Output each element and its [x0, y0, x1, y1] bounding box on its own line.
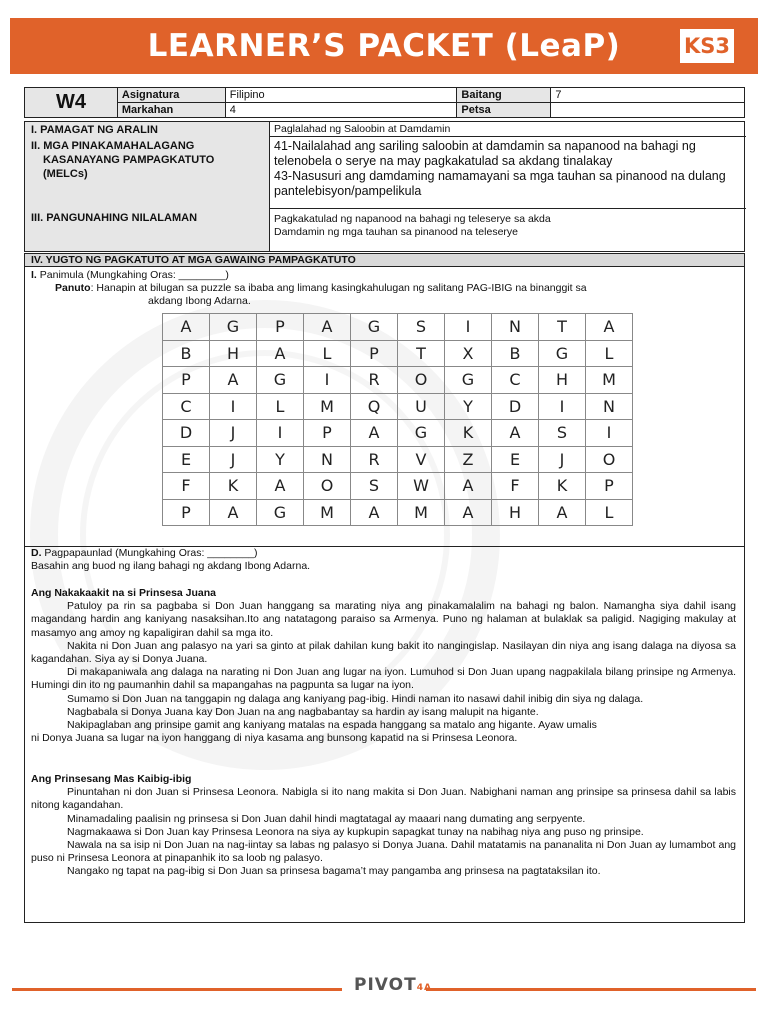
- puzzle-cell[interactable]: K: [445, 420, 492, 447]
- puzzle-cell[interactable]: F: [492, 473, 539, 500]
- nilalaman-label: III. PANGUNAHING NILALAMAN: [31, 212, 198, 224]
- paunlad-number: D.: [31, 547, 42, 559]
- melcs-values: [270, 137, 746, 209]
- puzzle-cell[interactable]: V: [398, 446, 445, 473]
- puzzle-cell[interactable]: D: [163, 420, 210, 447]
- story-paragraph: Nawala na sa isip ni Don Juan na nag-iintay sa labas ng palasyo si Donya Juana. Dahil matatamis na pananalita ni Don Juan ay lumambot ang puso ni Prinsesa Leonora at pinapanhik ito sa loob ng palasyo.: [31, 839, 736, 865]
- puzzle-cell[interactable]: S: [398, 314, 445, 341]
- puzzle-cell[interactable]: N: [586, 393, 633, 420]
- puzzle-cell[interactable]: I: [257, 420, 304, 447]
- puzzle-cell[interactable]: G: [539, 340, 586, 367]
- puzzle-cell[interactable]: F: [163, 473, 210, 500]
- puzzle-cell[interactable]: Y: [445, 393, 492, 420]
- puzzle-cell[interactable]: O: [586, 446, 633, 473]
- puzzle-cell[interactable]: H: [539, 367, 586, 394]
- puzzle-cell[interactable]: A: [586, 314, 633, 341]
- puzzle-cell[interactable]: P: [163, 499, 210, 526]
- footer-rule-left: [12, 988, 342, 991]
- story-paragraph: Patuloy pa rin sa pagbaba si Don Juan hanggang sa marating niya ang pinakamalalim na bahagi ng balon. Namangha siya dahil isang magandang hardin ang kaniyang nasaksihan.Ito ang natatagong paraiso sa Armenya. Puno ng halaman at bulaklak sa paligid. Nagiging makulay at masamyo ang amoy ng kapaligiran dahil sa mga ito.: [31, 600, 736, 639]
- melc-41: 41-Nailalahad ang sariling saloobin at damdamin sa napanood na bahagi ng telenobela o serye na may pagkakatulad sa akdang tinalakay: [274, 139, 696, 168]
- puzzle-row: [163, 473, 633, 500]
- story-paragraph: Pinuntahan ni don Juan si Prinsesa Leonora. Nabigla si ito nang makita si Don Juan. Nabighani naman ang prinsipe sa prinsesa dahil sa labis nitong kagandahan.: [31, 786, 736, 812]
- puzzle-cell[interactable]: J: [210, 446, 257, 473]
- puzzle-cell[interactable]: L: [304, 340, 351, 367]
- footer-rule-right: [426, 988, 756, 991]
- puzzle-cell[interactable]: A: [257, 473, 304, 500]
- story-leonora: [31, 773, 736, 879]
- puzzle-cell[interactable]: P: [351, 340, 398, 367]
- puzzle-cell[interactable]: W: [398, 473, 445, 500]
- puzzle-row: [163, 420, 633, 447]
- markahan-label: Markahan: [117, 103, 225, 118]
- panimula-text: Panimula (Mungkahing Oras: ________): [39, 269, 229, 281]
- story-paragraph: Di makapaniwala ang dalaga na narating ni Don Juan ang lugar na iyon. Lumuhod si Don Juan upang nagpakilala bilang prinsipe ng Armenya. Humingi din ito ng paumanhin dahil sa mapangahas na pagpunta sa lugar na iyon.: [31, 666, 736, 692]
- puzzle-cell[interactable]: A: [257, 340, 304, 367]
- story-paragraph: Nagmakaawa si Don Juan kay Prinsesa Leonora na siya ay kupkupin sapagkat tunay na nabihag niya ang puso ng prinsipe.: [67, 825, 644, 838]
- puzzle-cell[interactable]: P: [163, 367, 210, 394]
- story-paragraph: Sumamo si Don Juan na tanggapin ng dalaga ang kaniyang pag-ibig. Hindi naman ito nasawi dahil inibig din siya ng dalaga.: [67, 692, 644, 705]
- melcs-label-line1: II. MGA PINAKAMAHALAGANG: [31, 140, 195, 152]
- puzzle-cell[interactable]: J: [210, 420, 257, 447]
- puzzle-cell[interactable]: S: [539, 420, 586, 447]
- puzzle-cell[interactable]: G: [398, 420, 445, 447]
- puzzle-cell[interactable]: G: [210, 314, 257, 341]
- puzzle-cell[interactable]: K: [539, 473, 586, 500]
- overview-labels: [25, 122, 270, 251]
- puzzle-cell[interactable]: S: [351, 473, 398, 500]
- puzzle-cell[interactable]: A: [210, 499, 257, 526]
- story-paragraph: Nangako ng tapat na pag-ibig si Don Juan sa prinsesa bagama’t may pangamba ang prinsesa na pagtataksilan ito.: [67, 865, 601, 878]
- puzzle-cell[interactable]: A: [163, 314, 210, 341]
- puzzle-cell[interactable]: B: [492, 340, 539, 367]
- puzzle-cell[interactable]: R: [351, 367, 398, 394]
- puzzle-cell[interactable]: I: [304, 367, 351, 394]
- melcs-label-line2: KASANAYANG PAMPAGKATUTO: [43, 154, 215, 166]
- baitang-label: Baitang: [457, 88, 551, 103]
- puzzle-cell[interactable]: L: [586, 499, 633, 526]
- puzzle-cell[interactable]: G: [351, 314, 398, 341]
- nilalaman-item-2: Damdamin ng mga tauhan sa pinanood na teleserye: [274, 226, 518, 238]
- learning-activities: [24, 253, 745, 923]
- puzzle-cell[interactable]: H: [492, 499, 539, 526]
- puzzle-cell[interactable]: R: [351, 446, 398, 473]
- story-paragraph: Nagbabala si Donya Juana kay Don Juan na ang nagbabantay sa hardin ay isang malupit na higante.: [67, 705, 539, 718]
- panuto-label: Panuto: [55, 282, 91, 294]
- key-stage-badge: KS3: [680, 29, 734, 63]
- puzzle-cell[interactable]: A: [351, 420, 398, 447]
- story-paragraph: ni Donya Juana sa lugar na iyon hanggang di niya kasama ang bunsong kapatid na si Prinsesa Leonora.: [31, 732, 518, 745]
- header-banner: [10, 18, 758, 74]
- asignatura-value: Filipino: [225, 88, 457, 103]
- puzzle-cell[interactable]: A: [351, 499, 398, 526]
- puzzle-cell[interactable]: J: [539, 446, 586, 473]
- puzzle-cell[interactable]: G: [257, 499, 304, 526]
- week-label: W4: [25, 88, 118, 118]
- puzzle-cell[interactable]: P: [304, 420, 351, 447]
- puzzle-cell[interactable]: Y: [257, 446, 304, 473]
- puzzle-cell[interactable]: M: [304, 499, 351, 526]
- baitang-value: 7: [551, 88, 745, 103]
- panuto-text: : Hanapin at bilugan sa puzzle sa ibaba ang limang kasingkahulugan ng salitang PAG-IBIG na binanggit sa: [90, 282, 587, 294]
- basahin-instruction: Basahin ang buod ng ilang bahagi ng akdang Ibong Adarna.: [31, 560, 311, 572]
- puzzle-cell[interactable]: P: [586, 473, 633, 500]
- pivot-logo-tail: 4A: [416, 983, 432, 993]
- melc-43: 43-Nasusuri ang damdaming namamayani sa mga tauhan sa pinanood na dulang pantelebisyon/pampelikula: [274, 169, 726, 198]
- panuto: [55, 282, 715, 308]
- puzzle-cell[interactable]: D: [492, 393, 539, 420]
- puzzle-cell[interactable]: A: [445, 473, 492, 500]
- puzzle-row: [163, 499, 633, 526]
- pivot-logo-main: PIVOT: [354, 975, 417, 995]
- pivot-logo: [354, 975, 432, 995]
- pamagat-value: Paglalahad ng Saloobin at Damdamin: [270, 122, 746, 137]
- panuto-line2: akdang Ibong Adarna.: [148, 295, 251, 307]
- puzzle-cell[interactable]: E: [492, 446, 539, 473]
- puzzle-cell[interactable]: O: [304, 473, 351, 500]
- puzzle-cell[interactable]: A: [539, 499, 586, 526]
- panimula-line: [31, 269, 229, 281]
- puzzle-cell[interactable]: A: [210, 367, 257, 394]
- markahan-value: 4: [225, 103, 457, 118]
- puzzle-cell[interactable]: L: [257, 393, 304, 420]
- puzzle-cell[interactable]: K: [210, 473, 257, 500]
- nilalaman-item-1: Pagkakatulad ng napanood na bahagi ng teleserye sa akda: [274, 213, 551, 225]
- asignatura-label: Asignatura: [117, 88, 225, 103]
- melcs-label-line3: (MELCs): [43, 168, 88, 180]
- puzzle-cell[interactable]: I: [210, 393, 257, 420]
- puzzle-row: [163, 446, 633, 473]
- puzzle-cell[interactable]: G: [257, 367, 304, 394]
- puzzle-cell[interactable]: P: [257, 314, 304, 341]
- puzzle-cell[interactable]: L: [586, 340, 633, 367]
- puzzle-cell[interactable]: E: [163, 446, 210, 473]
- puzzle-cell[interactable]: N: [492, 314, 539, 341]
- puzzle-cell[interactable]: A: [492, 420, 539, 447]
- puzzle-row: [163, 393, 633, 420]
- word-search-puzzle: [162, 313, 633, 526]
- puzzle-cell[interactable]: T: [539, 314, 586, 341]
- story-juana: [31, 587, 736, 745]
- petsa-label: Petsa: [457, 103, 551, 118]
- info-table: [24, 87, 745, 118]
- puzzle-cell[interactable]: Z: [445, 446, 492, 473]
- puzzle-cell[interactable]: M: [586, 367, 633, 394]
- story-paragraph: Nakipaglaban ang prinsipe gamit ang kaniyang matalas na espada hanggang sa matalo ang higante. Ayaw umalis: [67, 719, 597, 732]
- nilalaman-values: [270, 210, 746, 252]
- panimula-number: I.: [31, 269, 37, 281]
- puzzle-cell[interactable]: A: [445, 499, 492, 526]
- paunlad-line: [31, 547, 258, 560]
- puzzle-cell[interactable]: I: [539, 393, 586, 420]
- paunlad-text: Pagpapaunlad (Mungkahing Oras: ________): [44, 547, 258, 559]
- puzzle-cell[interactable]: Q: [351, 393, 398, 420]
- puzzle-row: [163, 367, 633, 394]
- puzzle-cell[interactable]: G: [445, 367, 492, 394]
- puzzle-cell[interactable]: A: [304, 314, 351, 341]
- puzzle-cell[interactable]: M: [398, 499, 445, 526]
- puzzle-cell[interactable]: T: [398, 340, 445, 367]
- packet-title: LEARNER’S PACKET (LeaP): [147, 28, 621, 64]
- puzzle-cell[interactable]: C: [163, 393, 210, 420]
- puzzle-cell[interactable]: I: [586, 420, 633, 447]
- puzzle-cell[interactable]: N: [304, 446, 351, 473]
- panuto-line1: [55, 282, 715, 295]
- petsa-field[interactable]: [551, 103, 745, 118]
- puzzle-cell[interactable]: H: [210, 340, 257, 367]
- puzzle-cell[interactable]: U: [398, 393, 445, 420]
- puzzle-cell[interactable]: M: [304, 393, 351, 420]
- story-paragraph: Nakita ni Don Juan ang palasyo na yari sa ginto at pilak dahilan kung bakit ito nangingislap. Nasilayan din niya ang isang dalaga na diyosa sa kagandahan. Siya ay si Donya Juana.: [31, 639, 736, 666]
- yugto-heading: IV. YUGTO NG PAGKATUTO AT MGA GAWAING PAMPAGKATUTO: [25, 254, 744, 267]
- puzzle-cell[interactable]: O: [398, 367, 445, 394]
- story-paragraph: Minamadaling paalisin ng prinsesa si Don Juan dahil hindi magtatagal ay maaari nang dumating ang serpyente.: [67, 812, 586, 825]
- pamagat-label: I. PAMAGAT NG ARALIN: [31, 124, 158, 136]
- story-juana-title: Ang Nakakaakit na si Prinsesa Juana: [31, 587, 217, 599]
- puzzle-cell[interactable]: I: [445, 314, 492, 341]
- puzzle-cell[interactable]: X: [445, 340, 492, 367]
- puzzle-cell[interactable]: C: [492, 367, 539, 394]
- story-leonora-title: Ang Prinsesang Mas Kaibig-ibig: [31, 773, 192, 785]
- puzzle-row: [163, 340, 633, 367]
- puzzle-cell[interactable]: B: [163, 340, 210, 367]
- puzzle-row: [163, 314, 633, 341]
- lesson-overview: [24, 121, 745, 252]
